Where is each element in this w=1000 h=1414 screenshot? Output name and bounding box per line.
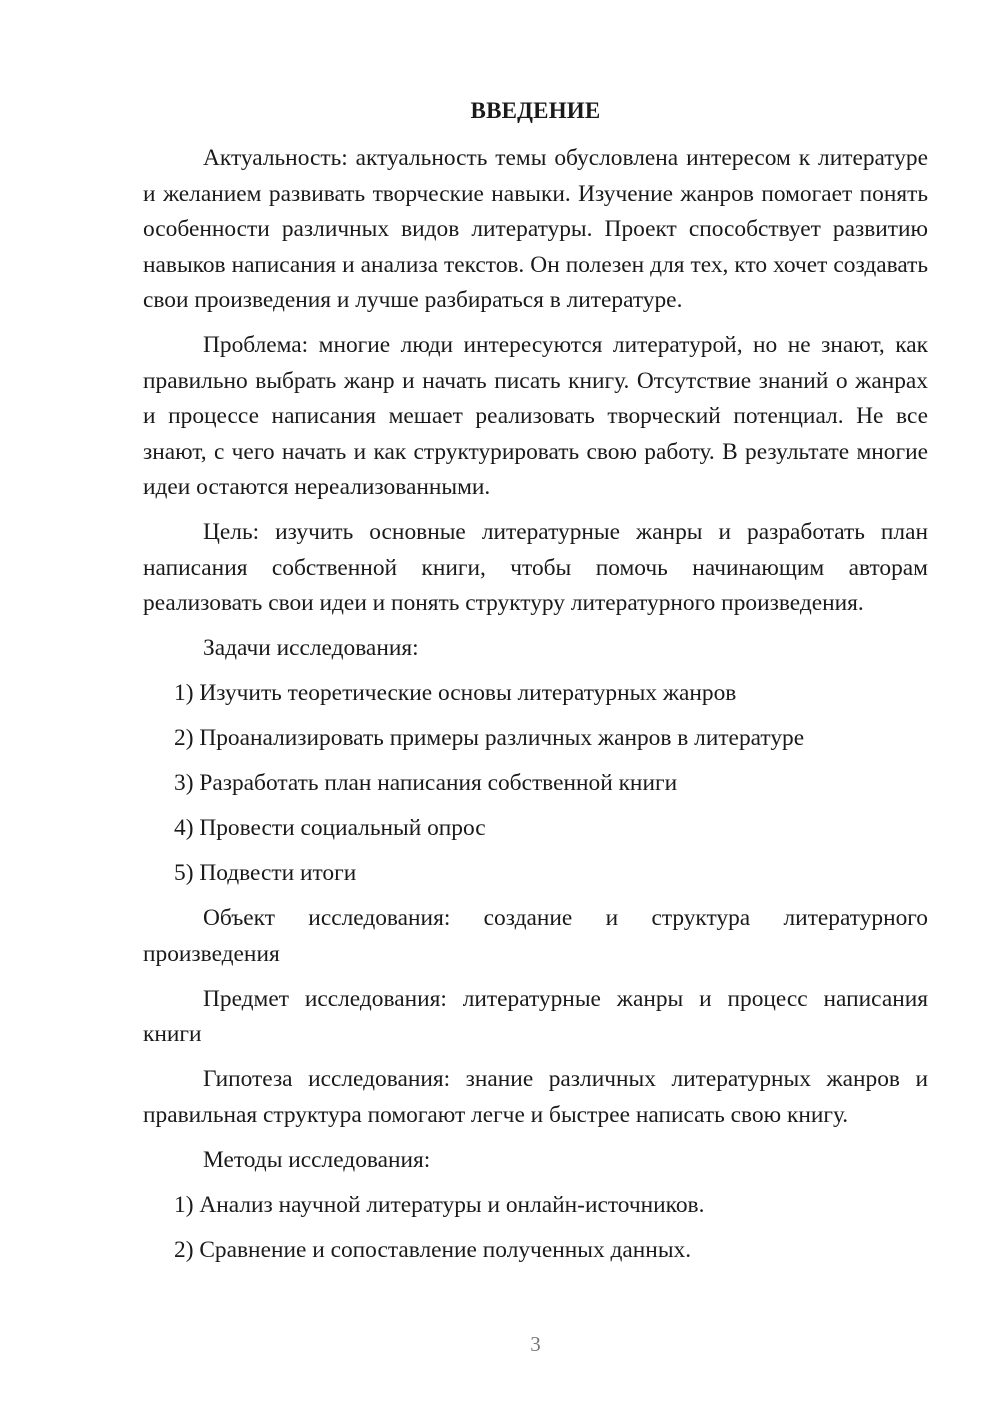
- list-item: 1) Изучить теоретические основы литературных жанров: [174, 680, 737, 706]
- subject-paragraph: Предмет исследования: литературные жанры и процесс написания книги: [143, 985, 928, 1047]
- list-item: 3) Разработать план написания собственной книги: [174, 770, 678, 796]
- methods-heading: Методы исследования:: [203, 1146, 431, 1173]
- list-item: 4) Провести социальный опрос: [174, 815, 486, 841]
- list-item: 2) Сравнение и сопоставление полученных данных.: [174, 1236, 692, 1263]
- page-title: ВВЕДЕНИЕ: [470, 98, 601, 123]
- methods-list: [143, 1188, 928, 1269]
- tasks-list: [143, 676, 928, 892]
- list-item: 1) Анализ научной литературы и онлайн-источников.: [174, 1191, 705, 1218]
- goal-paragraph: Цель: изучить основные литературные жанры и разработать план написания собственной книги, чтобы помочь начинающим авторам реализовать свои идеи и понять структуру литературного произведения.: [143, 519, 928, 616]
- document-body: [143, 141, 928, 1278]
- document-page: [143, 0, 928, 1414]
- page-number: 3: [530, 1332, 541, 1356]
- object-paragraph: Объект исследования: создание и структура литературного произведения: [143, 905, 928, 967]
- relevance-paragraph: Актуальность: актуальность темы обусловлена интересом к литературе и желанием развивать творческие навыки. Изучение жанров помогает понять особенности различных видов литературы. Проект способствует развитию навыков написания и анализа текстов. Он полезен для тех, кто хочет создавать свои произведения и лучше разбираться в литературе.: [143, 145, 928, 313]
- list-item: 2) Проанализировать примеры различных жанров в литературе: [174, 725, 805, 751]
- list-item: 5) Подвести итоги: [174, 860, 357, 886]
- hypothesis-paragraph: Гипотеза исследования: знание различных литературных жанров и правильная структура помогают легче и быстрее написать свою книгу.: [143, 1066, 928, 1128]
- problem-paragraph: Проблема: многие люди интересуются литературой, но не знают, как правильно выбрать жанр и начать писать книгу. Отсутствие знаний о жанрах и процессе написания мешает реализовать творческий потенциал. Не все знают, с чего начать и как структурировать свою работу. В результате многие идеи остаются нереализованными.: [143, 332, 928, 500]
- tasks-heading: Задачи исследования:: [203, 635, 419, 661]
